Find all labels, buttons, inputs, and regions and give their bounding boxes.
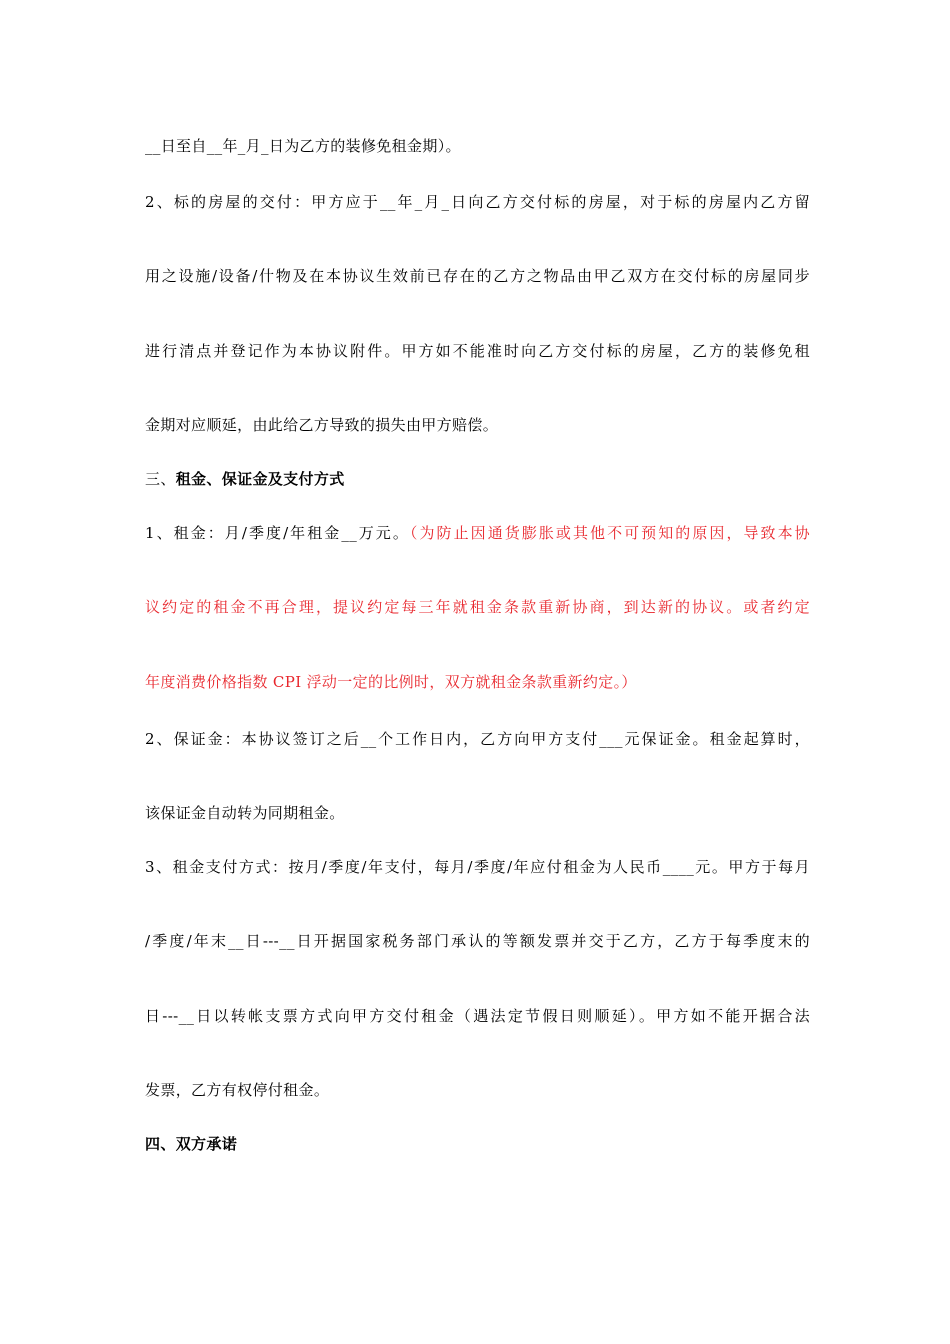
section-heading-3 xyxy=(145,469,810,489)
rent-clause-line xyxy=(145,523,810,543)
section-heading-4: 四、双方承诺 xyxy=(145,1135,238,1153)
paragraph-line: 进行清点并登记作为本协议附件。甲方如不能准时向乙方交付标的房屋，乙方的装修免租 xyxy=(145,342,810,360)
rent-clause-text: 1、租金：月/季度/年租金__万元。 xyxy=(145,524,410,542)
deposit-clause-line: 该保证金自动转为同期租金。 xyxy=(145,804,345,822)
rent-note-line: 议约定的租金不再合理，提议约定每三年就租金条款重新协商，到达新的协议。或者约定 xyxy=(145,598,810,616)
deposit-clause-line: 2、保证金：本协议签订之后__个工作日内，乙方向甲方支付___元保证金。租金起算时， xyxy=(145,730,810,748)
payment-clause-line: 3、租金支付方式：按月/季度/年支付，每月/季度/年应付租金为人民币____元。甲方于每月 xyxy=(145,858,810,876)
rent-note-line: 年度消费价格指数 CPI 浮动一定的比例时，双方就租金条款重新约定。） xyxy=(145,673,637,691)
section-heading-3-title: 租金、保证金及支付方式 xyxy=(175,470,345,488)
rent-note-text: （为防止因通货膨胀或其他不可预知的原因，导致本协 xyxy=(409,524,811,542)
payment-clause-line: 发票，乙方有权停付租金。 xyxy=(145,1081,330,1099)
payment-clause-line: /季度/年末__日---__日开据国家税务部门承认的等额发票并交于乙方，乙方于每季度末的 xyxy=(145,932,810,950)
section-heading-3-number: 三、 xyxy=(145,470,176,488)
paragraph-line: 金期对应顺延，由此给乙方导致的损失由甲方赔偿。 xyxy=(145,416,499,434)
paragraph-line: 2、标的房屋的交付：甲方应于__年_月_日向乙方交付标的房屋，对于标的房屋内乙方留 xyxy=(145,193,810,211)
paragraph-line: __日至自__年_月_日为乙方的装修免租金期）。 xyxy=(145,137,461,155)
payment-clause-line: 日---__日以转帐支票方式向甲方交付租金（遇法定节假日则顺延）。甲方如不能开据合法 xyxy=(145,1007,810,1025)
paragraph-line: 用之设施/设备/什物及在本协议生效前已存在的乙方之物品由甲乙双方在交付标的房屋同步 xyxy=(145,267,810,285)
